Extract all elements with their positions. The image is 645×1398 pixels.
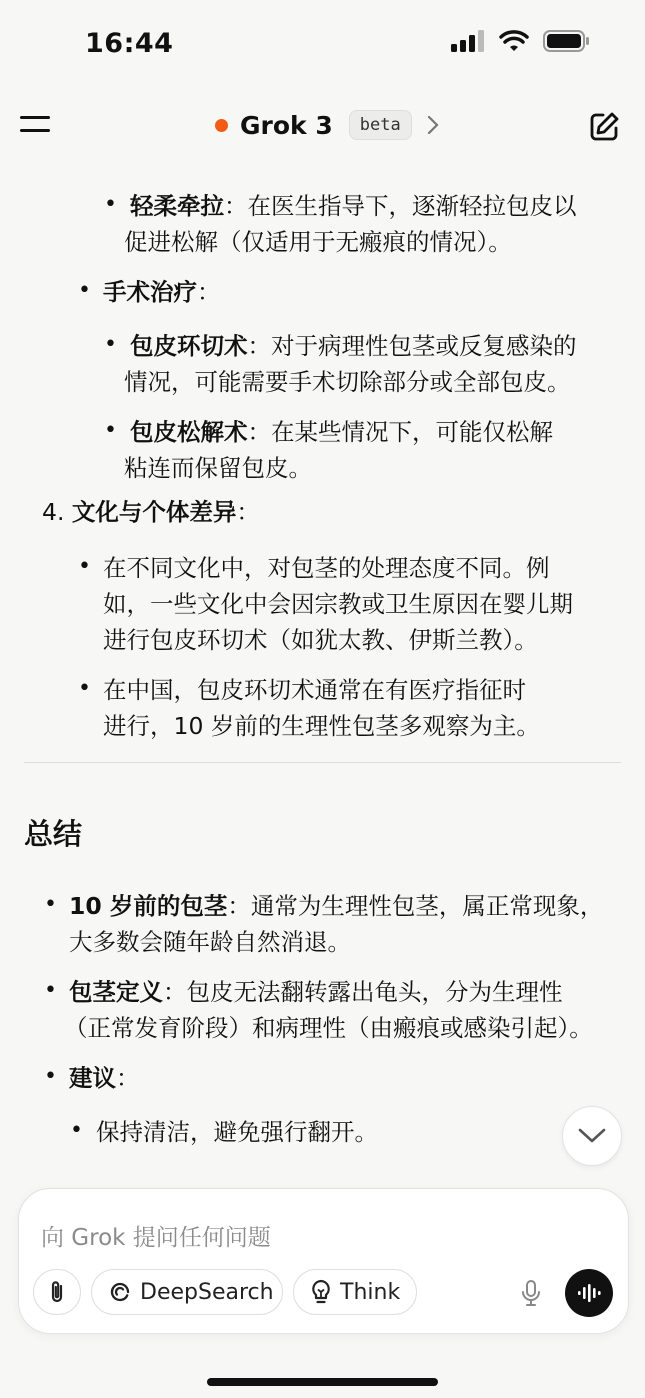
- voice-mode-button[interactable]: [565, 1269, 613, 1317]
- summary-item: 包茎定义：包皮无法翻转露出龟头，分为生理性: [69, 978, 563, 1006]
- home-indicator: [207, 1378, 438, 1386]
- bullet: •: [104, 192, 117, 217]
- summary-item-cont: （正常发育阶段）和病理性（由瘢痕或感染引起）。: [64, 1014, 593, 1042]
- summary-item: 建议：: [69, 1064, 140, 1092]
- bullet: •: [70, 1118, 83, 1143]
- list-item: 在不同文化中，对包茎的处理态度不同。例: [103, 554, 550, 582]
- summary-item-cont: 大多数会随年龄自然消退。: [69, 928, 351, 956]
- microphone-icon[interactable]: [519, 1279, 543, 1309]
- summary-heading: 总结: [24, 817, 83, 851]
- list-item-cont: 进行，10 岁前的生理性包茎多观察为主。: [103, 712, 540, 740]
- content-fade: [0, 1150, 645, 1180]
- summary-item: 10 岁前的包茎：通常为生理性包茎，属正常现象，: [69, 892, 604, 920]
- summary-subitem: 保持清洁，避免强行翻开。: [96, 1118, 378, 1146]
- chevron-right-icon: [426, 115, 440, 135]
- chat-content[interactable]: [0, 164, 645, 1174]
- think-button[interactable]: [293, 1269, 417, 1315]
- think-label: Think: [340, 1279, 401, 1305]
- status-bar: [0, 0, 645, 90]
- composer: [18, 1188, 629, 1334]
- chevron-down-icon: [578, 1128, 606, 1144]
- bullet: •: [44, 892, 57, 917]
- list-item: 手术治疗：: [103, 278, 221, 306]
- list-item: 包皮松解术：在某些情况下，可能仅松解: [130, 418, 553, 446]
- status-time: 16:44: [85, 28, 174, 59]
- bullet: •: [104, 332, 117, 357]
- battery-icon: [543, 30, 589, 52]
- paperclip-icon: [47, 1279, 67, 1305]
- status-icons: [451, 30, 589, 52]
- list-item-cont: 进行包皮环切术（如犹太教、伊斯兰教）。: [103, 626, 538, 654]
- bullet: •: [44, 1064, 57, 1089]
- model-status-dot: [215, 119, 228, 132]
- section-divider: [24, 762, 621, 763]
- signal-icon: [451, 30, 485, 52]
- deepsearch-label: DeepSearch: [140, 1279, 274, 1305]
- model-selector[interactable]: [215, 110, 440, 140]
- deepsearch-button[interactable]: [91, 1269, 283, 1315]
- lightbulb-icon: [310, 1279, 332, 1305]
- numbered-item: 4. 文化与个体差异：: [42, 498, 260, 526]
- bullet: •: [78, 554, 91, 579]
- scroll-down-button[interactable]: [562, 1106, 622, 1166]
- wifi-icon: [499, 30, 529, 52]
- list-item: 包皮环切术：对于病理性包茎或反复感染的: [130, 332, 577, 360]
- list-item: 轻柔牵拉：在医生指导下，逐渐轻拉包皮以: [130, 192, 577, 220]
- list-item-cont: 情况，可能需要手术切除部分或全部包皮。: [124, 368, 571, 396]
- edit-icon[interactable]: [587, 110, 621, 144]
- model-name: Grok 3: [240, 110, 333, 140]
- list-item-cont: 促进松解（仅适用于无瘢痕的情况）。: [124, 228, 512, 256]
- bullet: •: [78, 676, 91, 701]
- prompt-input[interactable]: 向 Grok 提问任何问题: [41, 1225, 271, 1251]
- list-item-cont: 如，一些文化中会因宗教或卫生原因在婴儿期: [103, 590, 573, 618]
- list-item-cont: 粘连而保留包皮。: [124, 454, 312, 482]
- bullet: •: [104, 418, 117, 443]
- attach-button[interactable]: [33, 1269, 81, 1315]
- bullet: •: [78, 278, 91, 303]
- voice-mode-icon: [577, 1283, 601, 1303]
- menu-icon[interactable]: [20, 116, 50, 138]
- chat-header: [0, 90, 645, 164]
- list-item: 在中国，包皮环切术通常在有医疗指征时: [103, 676, 526, 704]
- bullet: •: [44, 978, 57, 1003]
- deepsearch-icon: [108, 1280, 132, 1304]
- beta-badge: beta: [349, 110, 412, 140]
